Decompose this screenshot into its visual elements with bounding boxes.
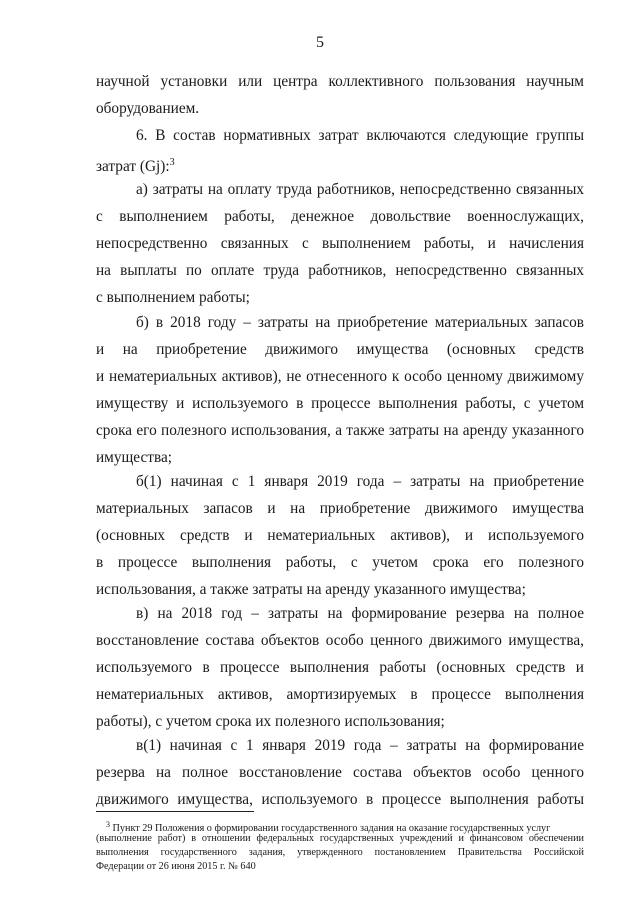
body-line: имущества; (96, 449, 172, 466)
body-line: имуществу и используемого в процессе выполнения работы, с учетом (96, 395, 584, 412)
footnote-text: Пункт 29 Положения о формировании государственного задания на оказание государственных услуг (112, 823, 551, 834)
body-line: 6. В состав нормативных затрат включаются следующие группы (136, 127, 584, 144)
body-line: восстановление состава объектов особо ценного движимого имущества, (96, 632, 584, 649)
body-line: и на приобретение движимого имущества (основных средств (96, 341, 584, 358)
footnote-line: выполнения государственного задания, утвержденного постановлением Правительства Российской (96, 847, 584, 858)
footnote-ref: 3 (169, 157, 175, 168)
footnote-separator (96, 811, 254, 812)
body-line: нематериальных активов, амортизируемых в процессе выполнения (96, 686, 584, 703)
body-line: используемого в процессе выполнения работы (основных средств и (96, 659, 584, 676)
body-line: непосредственно связанных с выполнением работы, и начисления (96, 235, 584, 252)
footnote-line: (выполнение работ) в отношении федеральных государственных учреждений и финансовом обеспечении (96, 833, 584, 844)
body-line: с выполнением работы; (96, 289, 250, 306)
footnote-marker: 3 (106, 820, 110, 829)
body-line: материальных запасов и на приобретение движимого имущества (96, 500, 584, 517)
body-line: работы), с учетом срока их полезного использования; (96, 713, 445, 730)
footnote-line: Федерации от 26 июня 2015 г. № 640 (96, 861, 256, 872)
body-line: и нематериальных активов), не отнесенного к особо ценному движимому (96, 368, 584, 385)
body-line: резерва на полное восстановление состава объектов особо ценного (96, 764, 584, 781)
body-line: научной установки или центра коллективного пользования научным (96, 73, 584, 90)
body-line-text: затрат (Gj): (96, 158, 170, 175)
body-line: в) на 2018 год – затраты на формирование резерва на полное (136, 605, 584, 622)
body-line: б(1) начиная с 1 января 2019 года – затраты на приобретение (136, 473, 584, 490)
body-line: б) в 2018 году – затраты на приобретение материальных запасов (136, 314, 584, 331)
body-line: срока его полезного использования, а также затраты на аренду указанного (96, 422, 584, 439)
body-line: (основных средств и нематериальных активов), и используемого (96, 527, 584, 544)
body-line (96, 153, 584, 177)
body-line: оборудованием. (96, 100, 200, 117)
body-line: движимого имущества, используемого в процессе выполнения работы (96, 791, 584, 808)
body-line: с выполнением работы, денежное довольствие военнослужащих, (96, 208, 584, 225)
body-line: в(1) начиная с 1 января 2019 года – затраты на формирование (136, 737, 584, 754)
body-line: в процессе выполнения работы, с учетом срока его полезного (96, 554, 584, 571)
body-line: а) затраты на оплату труда работников, непосредственно связанных (136, 181, 584, 198)
body-line: использования, а также затраты на аренду указанного имущества; (96, 581, 526, 598)
page-number: 5 (316, 34, 324, 51)
body-line: на выплаты по оплате труда работников, непосредственно связанных (96, 262, 584, 279)
